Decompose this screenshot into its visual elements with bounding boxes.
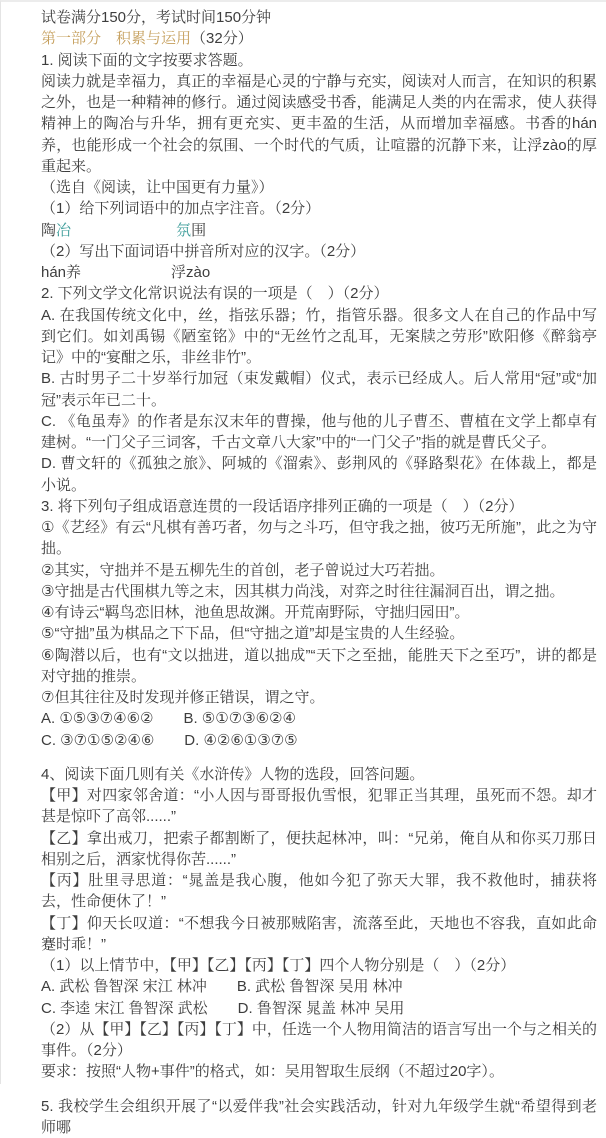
line-q4-passage-ding <box>41 913 597 956</box>
text-run: （1）给下列词语中的加点字注音。（2分） <box>41 200 320 217</box>
line-q3-sentence-3 <box>41 581 597 602</box>
line-exam-info <box>41 7 597 28</box>
teal-text-run: 冶 <box>56 222 71 239</box>
text-run: ①《艺经》有云“凡棋有善巧者，勿与之斗巧，但守我之拙，彼巧无所施”，此之为守拙。 <box>41 519 597 557</box>
text-run: 陶 <box>41 222 56 239</box>
line-q1-sub1-words <box>41 220 597 241</box>
line-q2-stem <box>41 283 597 304</box>
text-run: C. 《龟虽寿》的作者是东汉末年的曹操，他与他的儿子曹丕、曹植在文学上都卓有建树。“一门父子三词客，千古文章八大家”中的“一门父子”指的就是曹氏父子。 <box>41 413 597 451</box>
text-run: C. 李逵 宋江 鲁智深 武松 D. 鲁智深 晁盖 林冲 吴用 <box>41 1000 404 1017</box>
text-run: ③守拙是古代围棋九等之末，因其棋力尚浅，对弈之时往往漏洞百出，谓之拙。 <box>41 583 564 600</box>
line-q3-options-cd <box>41 730 597 751</box>
text-run: （32分） <box>191 30 253 47</box>
text-run: D. 曹文轩的《孤独之旅》、阿城的《溜索》、彭荆风的《驿路梨花》在体裁上，都是小说。 <box>41 455 597 493</box>
text-run: 要求：按照“人物+事件”的格式，如：吴用智取生辰纲（不超过20字）。 <box>41 1063 504 1080</box>
gold-text-run: 第一部分 积累与运用 <box>41 30 191 47</box>
line-q4-passage-yi <box>41 828 597 871</box>
line-q3-stem <box>41 496 597 517</box>
text-run: B. 古时男子二十岁举行加冠（束发戴帽）仪式，表示已经成人。后人常用“冠”或“加冠”表示年已二十。 <box>41 370 597 408</box>
line-q4-sub1-options-ab <box>41 976 597 997</box>
line-q4-stem <box>41 764 597 785</box>
text-run: 试卷满分150分，考试时间150分钟 <box>41 9 271 26</box>
text-run: 5. 我校学生会组织开展了“以爱伴我”社会实践活动，针对九年级学生就“希望得到老师哪 <box>41 1098 597 1136</box>
teal-text-run: 氛 <box>176 222 191 239</box>
text-run: 【丁】仰天长叹道：“不想我今日被那贼陷害，流落至此，天地也不容我，直如此命蹇时乖！” <box>41 915 597 953</box>
line-q3-sentence-4 <box>41 602 597 623</box>
line-q4-sub1-options-cd <box>41 998 597 1019</box>
text-run: 【甲】对四家邻舍道：“小人因与哥哥报仇雪恨，犯罪正当其理，虽死而不怨。却才甚是惊吓了高邻......” <box>41 787 597 825</box>
line-q3-sentence-6 <box>41 645 597 688</box>
line-q1-passage <box>41 71 597 177</box>
line-q4-sub1 <box>41 955 597 976</box>
line-q3-sentence-1 <box>41 517 597 560</box>
text-run: 阅读力就是幸福力，真正的幸福是心灵的宁静与充实，阅读对人而言，在知识的积累之外，也是一种精神的修行。通过阅读感受书香，能满足人类的内在需求，使人获得精神上的陶冶与升华，拥有更充实、更丰盈的生活，从而增加幸福感。书香的hán养，也能形成一个社会的氛围、一个时代的气质，让喧嚣的沉静下来，让浮zào的厚重起来。 <box>41 73 597 175</box>
text-run: ⑦但其往往及时发现并修正错误，谓之守。 <box>41 689 324 706</box>
text-run: （2）从【甲】【乙】【丙】【丁】中，任选一个人物用简洁的语言写出一个与之相关的事件。（2分） <box>41 1021 597 1059</box>
line-q5-stem <box>41 1096 597 1138</box>
text-run: 4、阅读下面几则有关《水浒传》人物的选段，回答问题。 <box>41 766 424 783</box>
text-run: A. ①⑤③⑦④⑥② B. ⑤①⑦③⑥②④ <box>41 710 296 727</box>
text-run: ④有诗云“羁鸟恋旧林，池鱼思故渊。开荒南野际，守拙归园田”。 <box>41 604 469 621</box>
line-q2-option-b <box>41 368 597 411</box>
text-run: 围 <box>191 222 206 239</box>
text-run: A. 在我国传统文化中，丝，指弦乐器；竹，指管乐器。很多文人在自己的作品中写到它们。如刘禹锡《陋室铭》中的“无丝竹之乱耳，无案牍之劳形”欧阳修《醉翁亭记》中的“宴酣之乐，非丝非竹”。 <box>41 307 597 367</box>
line-q3-sentence-7 <box>41 687 597 708</box>
text-run: ⑤“守拙”虽为棋品之下下品，但“守拙之道”却是宝贵的人生经验。 <box>41 625 464 642</box>
line-q3-options-ab <box>41 708 597 729</box>
text-run: A. 武松 鲁智深 宋江 林冲 B. 武松 鲁智深 吴用 林冲 <box>41 978 403 995</box>
text-run: hán养 浮zào <box>41 264 210 281</box>
line-q1-sub2-words <box>41 262 597 283</box>
line-q2-option-c <box>41 411 597 454</box>
line-q4-sub2-requirement <box>41 1061 597 1082</box>
text-run: 2. 下列文学文化常识说法有误的一项是（ ）（2分） <box>41 285 389 302</box>
text-run <box>71 222 176 239</box>
line-section1-header <box>41 28 597 49</box>
text-run: 1. 阅读下面的文字按要求答题。 <box>41 52 253 69</box>
line-q4-sub2 <box>41 1019 597 1062</box>
text-run: ②其实，守拙并不是五柳先生的首创，老子曾说过大巧若拙。 <box>41 562 444 579</box>
text-run: （1）以上情节中，【甲】【乙】【丙】【丁】四个人物分别是（ ）（2分） <box>41 957 515 974</box>
line-q1-sub1 <box>41 198 597 219</box>
line-q1-stem <box>41 50 597 71</box>
line-q4-passage-bing <box>41 870 597 913</box>
text-run: 【乙】拿出戒刀，把索子都割断了，便扶起林冲，叫：“兄弟，俺自从和你买刀那日相别之后，洒家忧得你苦......” <box>41 830 597 868</box>
exam-document-body <box>41 7 597 1138</box>
line-q3-sentence-5 <box>41 623 597 644</box>
text-run: （选自《阅读，让中国更有力量》） <box>41 179 274 196</box>
text-run: 3. 将下列句子组成语意连贯的一段话语序排列正确的一项是（ ）（2分） <box>41 498 524 515</box>
text-run: ⑥陶潜以后，也有“文以拙进，道以拙成”“天下之至拙，能胜天下之至巧”，讲的都是对守拙的推崇。 <box>41 647 597 685</box>
text-run: 【丙】肚里寻思道：“晁盖是我心腹，他如今犯了弥天大罪，我不救他时，捕获将去，性命便休了！” <box>41 872 597 910</box>
line-q2-option-d <box>41 453 597 496</box>
line-q1-source <box>41 177 597 198</box>
text-run: C. ③⑦①⑤②④⑥ D. ④②⑥①③⑦⑤ <box>41 732 298 749</box>
line-q1-sub2 <box>41 241 597 262</box>
text-run: （2）写出下面词语中拼音所对应的汉字。（2分） <box>41 243 365 260</box>
line-q4-passage-jia <box>41 785 597 828</box>
line-q3-sentence-2 <box>41 560 597 581</box>
line-q2-option-a <box>41 305 597 369</box>
